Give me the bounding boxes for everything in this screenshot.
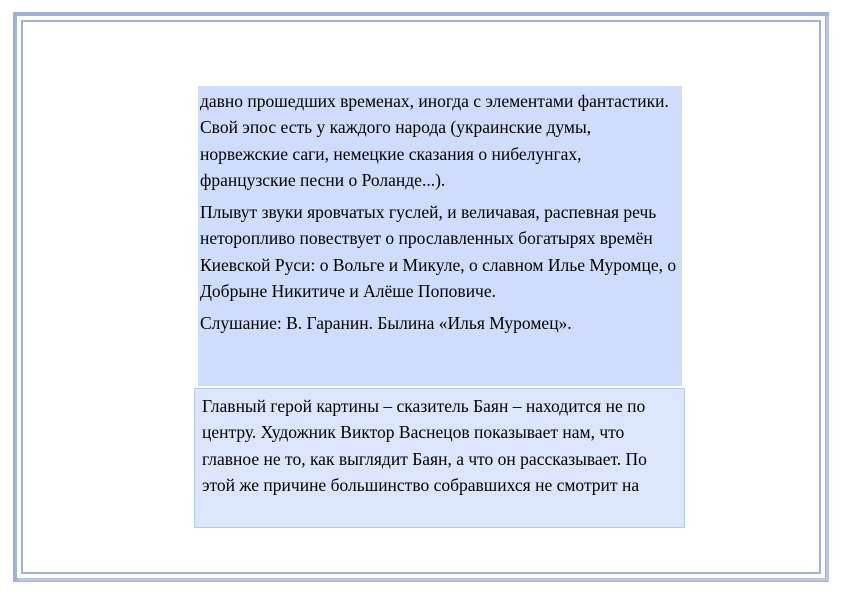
slide-border-shadow-bottom (18, 578, 829, 581)
text-box-painting-description (194, 388, 685, 528)
paragraph-bayan: Главный герой картины – сказитель Баян – находится не по центру. Художник Виктор Васнецов показывает нам, что главное не то, как выглядит Баян, а что он рассказывает. По этой же причине большинство собравшихся не смотрит на (202, 396, 647, 495)
slide-border-shadow-right (826, 16, 829, 580)
paragraph-gusli: Плывут звуки яровчатых гуслей, и величавая, распевная речь неторопливо повествует о прославленных богатырях времён Киевской Руси: о Вольге и Микуле, о славном Илье Муромце, о Добрыне Никитиче и Алёше Поповиче. (200, 202, 677, 302)
text-box-epic-description (198, 86, 682, 386)
paragraph-epos: давно прошедших временах, иногда с элементами фантастики. Свой эпос есть у каждого народа (украинские думы, норвежские саги, немецкие сказания о нибелунгах, французские песни о Роланде...). (200, 91, 669, 190)
paragraph-listening: Слушание: В. Гаранин. Былина «Илья Муромец». (200, 313, 572, 334)
